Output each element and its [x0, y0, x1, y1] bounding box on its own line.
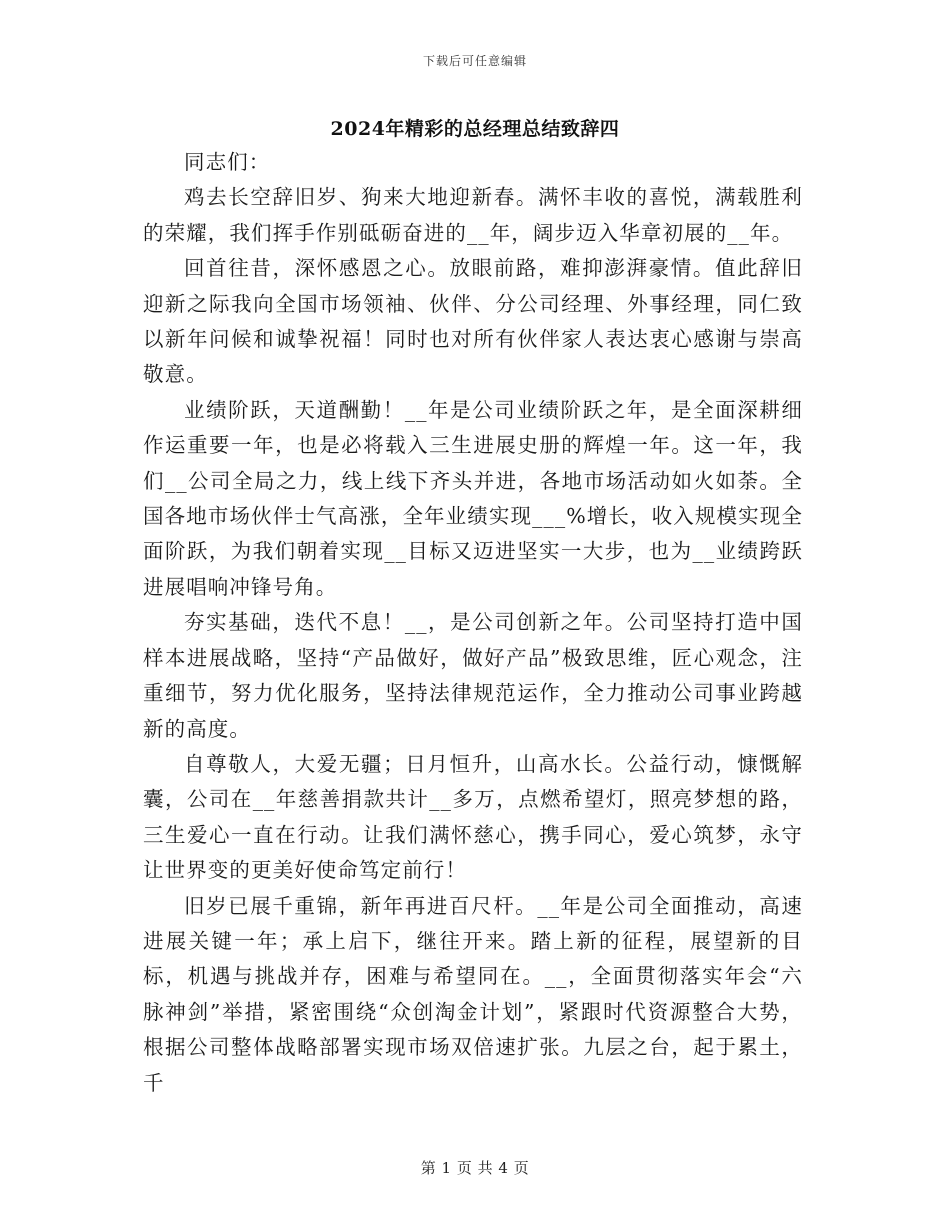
- paragraph: 夯实基础，迭代不息！__，是公司创新之年。公司坚持打造中国样本进展战略，坚持“产品做好，做好产品”极致思维，匠心观念，注重细节，努力优化服务，坚持法律规范运作，全力推动公司事业跨越新的高度。: [143, 610, 803, 741]
- paragraph: 自尊敬人，大爱无疆；日月恒升，山高水长。公益行动，慷慨解囊，公司在__年慈善捐款共计__多万，点燃希望灯，照亮梦想的路，三生爱心一直在行动。让我们满怀慈心，携手同心，爱心筑梦，永守让世界变的更美好使命笃定前行！: [143, 751, 803, 883]
- greeting: 同志们：: [184, 150, 271, 174]
- page-footer: 第 1 页 共 4 页: [420, 1159, 530, 1177]
- document-body: [143, 145, 803, 1101]
- paragraph: 旧岁已展千重锦，新年再进百尺杆。__年是公司全面推动，高速进展关键一年；承上启下，继往开来。踏上新的征程，展望新的目标，机遇与挑战并存，困难与希望同在。__，全面贯彻落实年会“六脉神剑”举措，紧密围绕“众创淘金计划”，紧跟时代资源整合大势，根据公司整体战略部署实现市场双倍速扩张。九层之台，起于累土，千: [143, 893, 803, 1095]
- paragraph: 业绩阶跃，天道酬勤！__年是公司业绩阶跃之年，是全面深耕细作运重要一年，也是必将载入三生进展史册的辉煌一年。这一年，我们__公司全局之力，线上线下齐头并进，各地市场活动如火如荼。全国各地市场伙伴士气高涨，全年业绩实现___%增长，收入规模实现全面阶跃，为我们朝着实现__目标又迈进坚实一大步，也为__业绩跨跃进展唱响冲锋号角。: [143, 397, 803, 599]
- header-note: 下载后可任意编辑: [422, 54, 527, 68]
- document-title: 2024年精彩的总经理总结致辞四: [330, 118, 620, 140]
- paragraph: 回首往昔，深怀感恩之心。放眼前路，难抑澎湃豪情。值此辞旧迎新之际我向全国市场领袖、伙伴、分公司经理、外事经理，同仁致以新年问候和诚挚祝福！同时也对所有伙伴家人表达衷心感谢与崇高敬意。: [143, 256, 803, 387]
- paragraph: 鸡去长空辞旧岁、狗来大地迎新春。满怀丰收的喜悦，满载胜利的荣耀，我们挥手作别砥砺奋进的__年，阔步迈入华章初展的__年。: [143, 185, 803, 245]
